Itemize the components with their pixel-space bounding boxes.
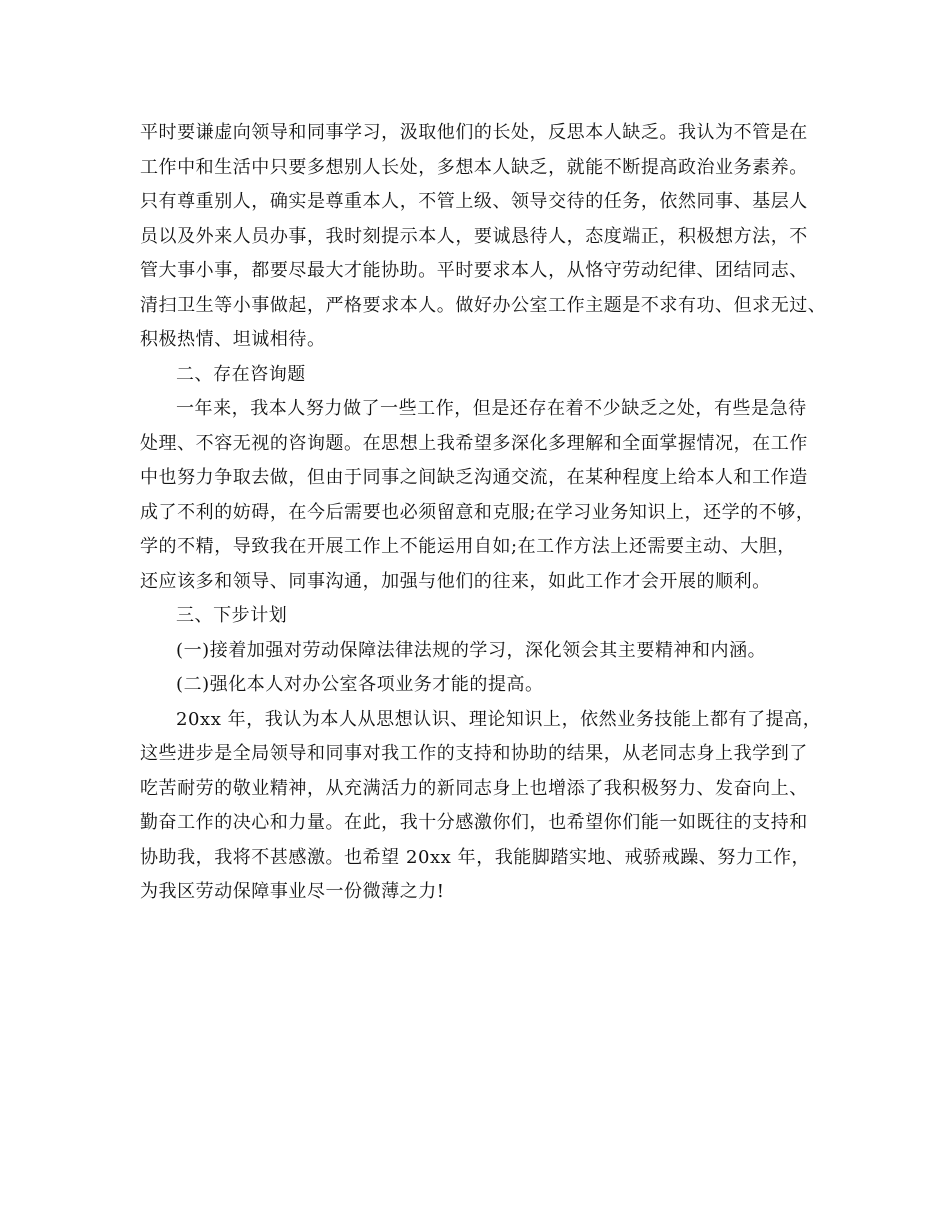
text-line: 中也努力争取去做，但由于同事之间缺乏沟通交流，在某种程度上给本人和工作造: [140, 467, 808, 488]
text-line: 还应该多和领导、同事沟通，加强与他们的往来，如此工作才会开展的顺利。: [140, 570, 771, 592]
text-line: 为我区劳动保障事业尽一份微薄之力!: [140, 881, 445, 902]
text-line: 成了不利的妨碍，在今后需要也必须留意和克服;在学习业务知识上，还学的不够，: [140, 501, 815, 523]
text-line: 积极热情、坦诚相待。: [140, 329, 326, 350]
text-line: 协助我，我将不甚感激。也希望 20xx 年，我能脚踏实地、戒骄戒躁、努力工作，: [140, 846, 811, 868]
text-line: 平时要谦虚向领导和同事学习，汲取他们的长处，反思本人缺乏。我认为不管是在: [140, 122, 808, 143]
section-heading: 二、存在咨询题: [176, 363, 306, 385]
section-heading: 三、下步计划: [176, 605, 288, 626]
text-line: 工作中和生活中只要多想别人长处，多想本人缺乏，就能不断提高政治业务素养。: [140, 156, 808, 178]
list-item: (一)接着加强对劳动保障法律法规的学习，深化领会其主要精神和内涵。: [176, 639, 767, 661]
list-item: (二)强化本人对办公室各项业务才能的提高。: [176, 674, 544, 695]
text-line: 处理、不容无视的咨询题。在思想上我希望多深化多理解和全面掌握情况，在工作: [140, 432, 808, 454]
text-line: 只有尊重别人，确实是尊重本人，不管上级、领导交待的任务，依然同事、基层人: [140, 191, 808, 212]
text-line: 20xx 年，我认为本人从思想认识、理论知识上，依然业务技能上都有了提高，: [176, 708, 822, 730]
text-line: 吃苦耐劳的敬业精神，从充满活力的新同志身上也增添了我积极努力、发奋向上、: [140, 777, 808, 799]
text-line: 学的不精，导致我在开展工作上不能运用自如;在工作方法上还需要主动、大胆，: [140, 536, 796, 557]
document-body: [140, 116, 830, 910]
text-line: 员以及外来人员办事，我时刻提示本人，要诚恳待人，态度端正，积极想方法，不: [140, 225, 808, 247]
text-line: 清扫卫生等小事做起，严格要求本人。做好办公室工作主题是不求有功、但求无过、: [140, 294, 827, 316]
text-line: 这些进步是全局领导和同事对我工作的支持和协助的结果，从老同志身上我学到了: [140, 743, 808, 764]
text-line: 一年来，我本人努力做了一些工作，但是还存在着不少缺乏之处，有些是急待: [176, 398, 807, 419]
text-line: 勤奋工作的决心和力量。在此，我十分感激你们，也希望你们能一如既往的支持和: [140, 812, 808, 833]
text-line: 管大事小事，都要尽最大才能协助。平时要求本人，从恪守劳动纪律、团结同志、: [140, 260, 808, 281]
